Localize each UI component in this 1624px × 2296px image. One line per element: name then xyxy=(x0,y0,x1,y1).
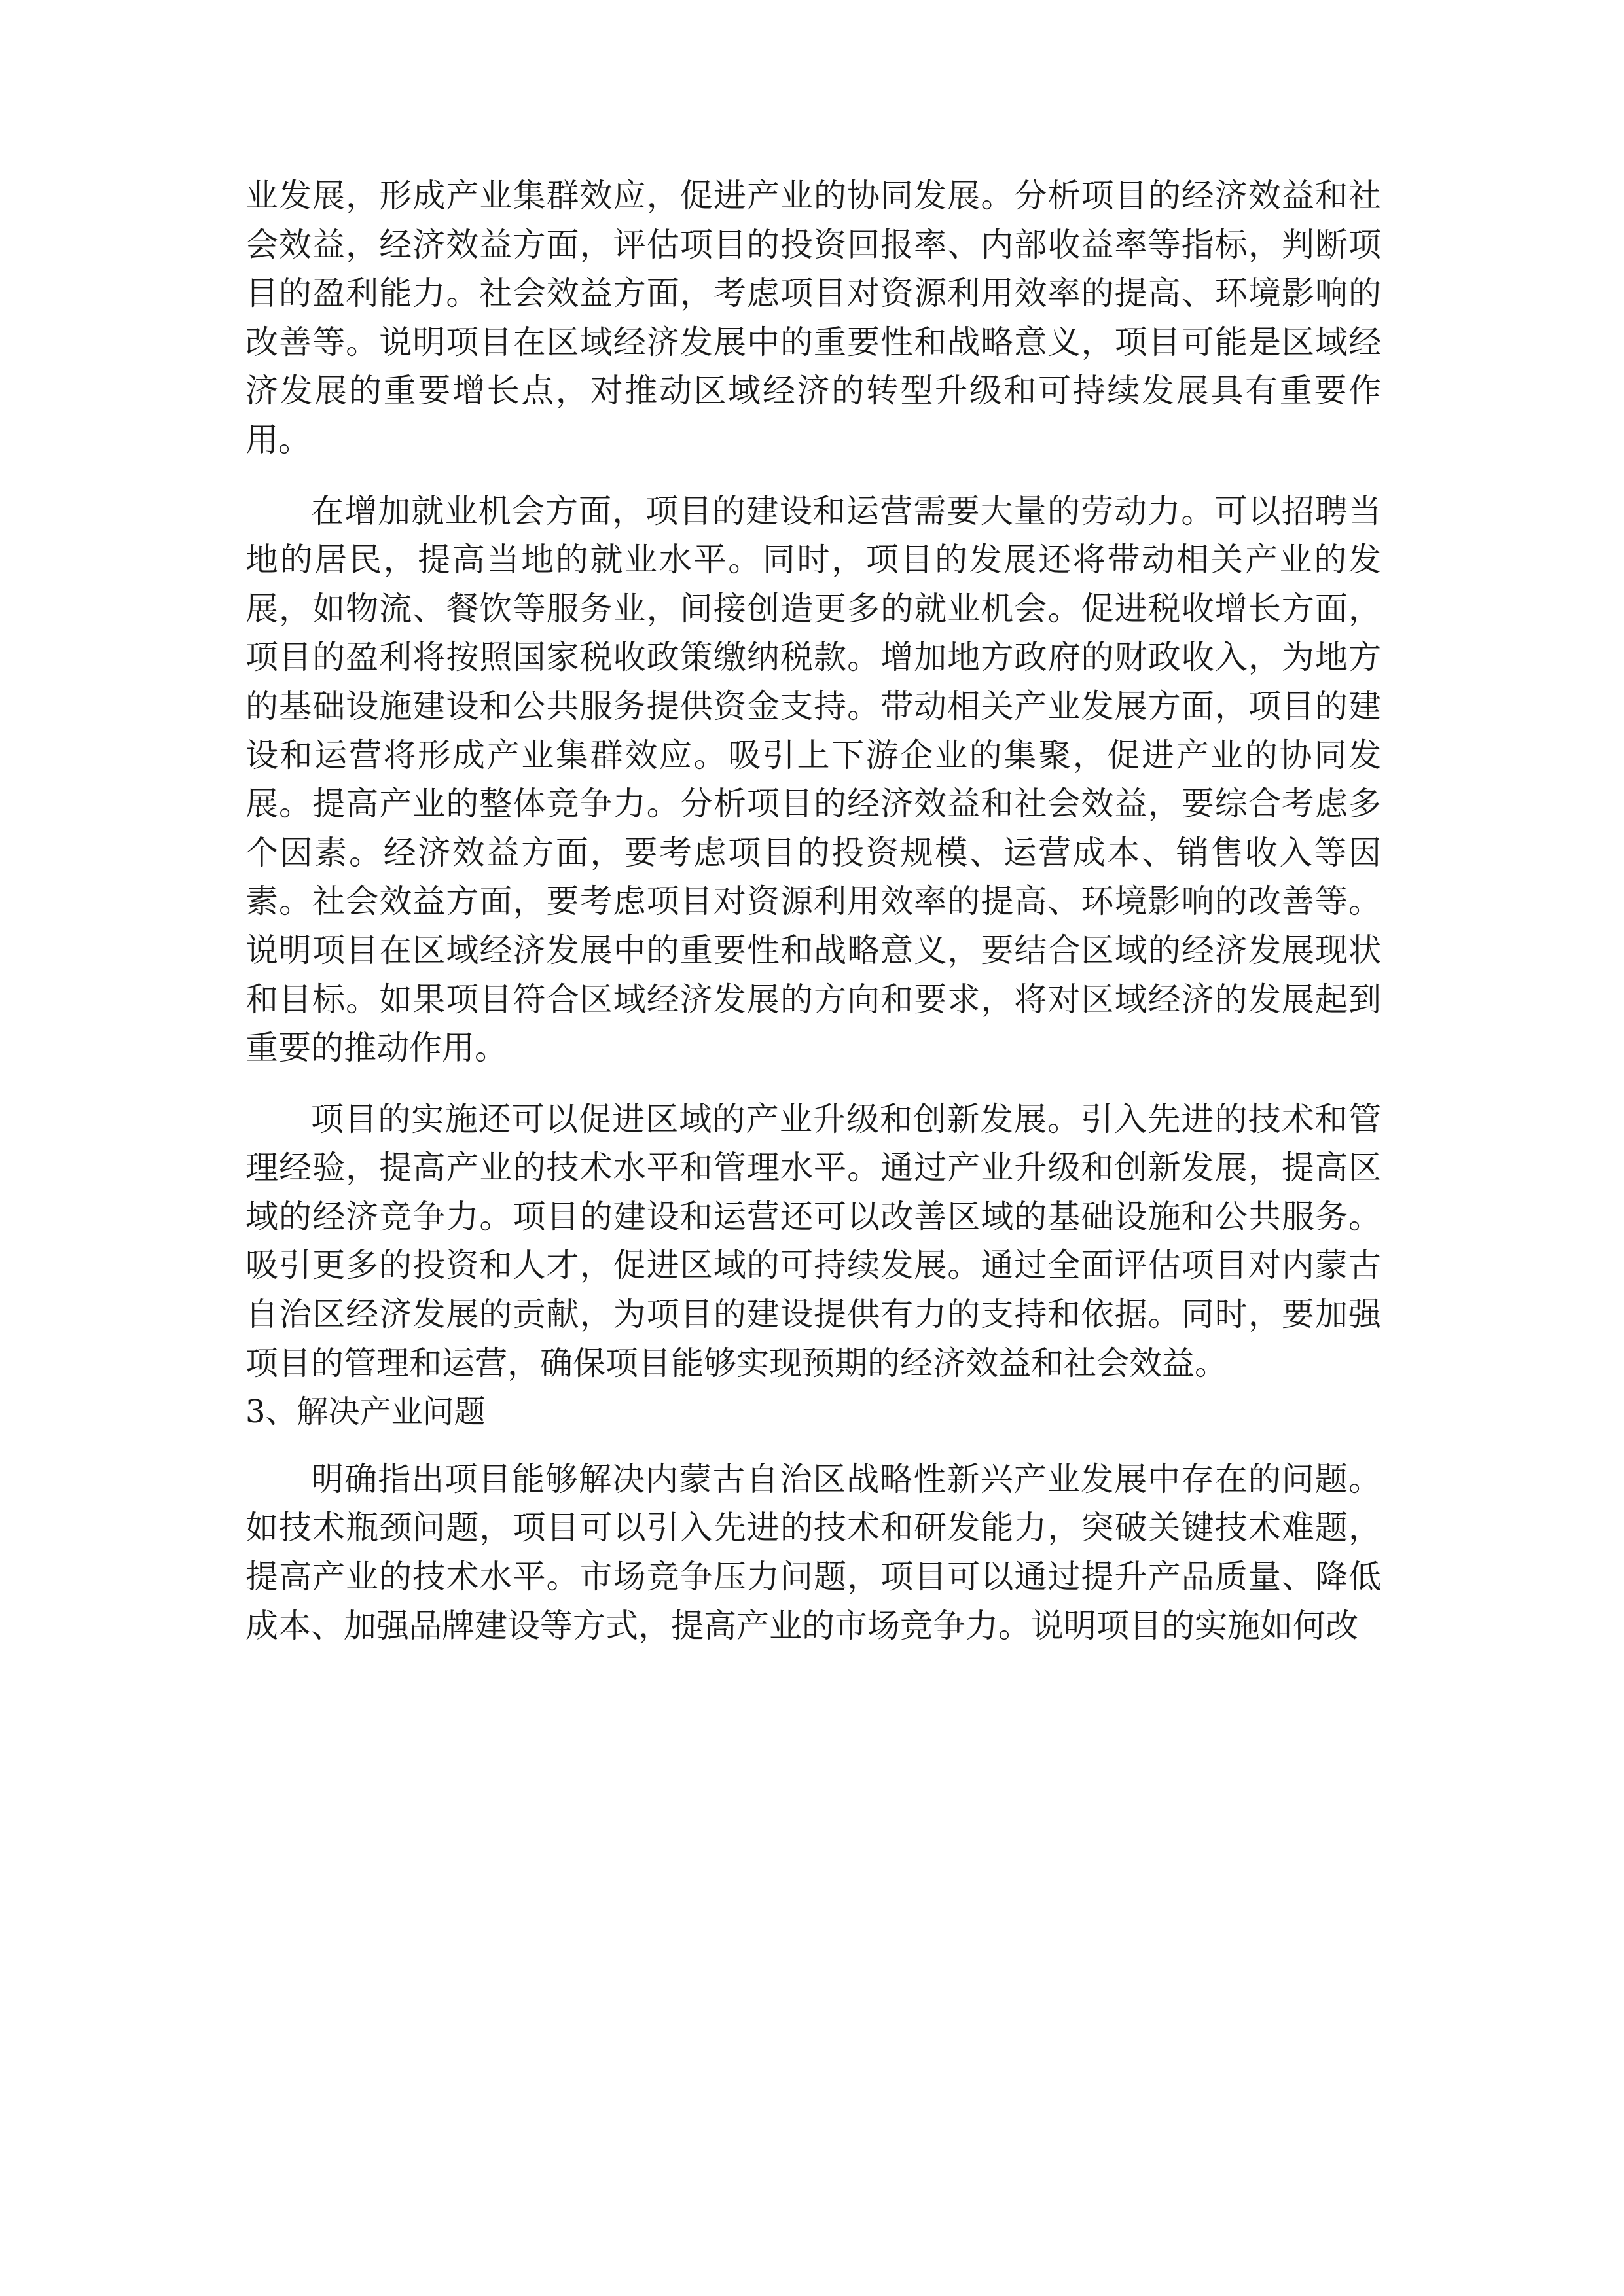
section-heading: 3、解决产业问题 xyxy=(245,1393,486,1431)
paragraph-employment: 在增加就业机会方面，项目的建设和运营需要大量的劳动力。可以招聘当地的居民，提高当地的就业水平。同时，项目的发展还将带动相关产业的发展，如物流、餐饮等服务业，间接创造更多的就业机会。促进税收增长方面，项目的盈利将按照国家税收政策缴纳税款。增加地方政府的财政收入，为地方的基础设施建设和公共服务提供资金支持。带动相关产业发展方面，项目的建设和运营将形成产业集群效应。吸引上下游企业的集聚，促进产业的协同发展。提高产业的整体竞争力。分析项目的经济效益和社会效益，要综合考虑多个因素。经济效益方面，要考虑项目的投资规模、运营成本、销售收入等因素。社会效益方面，要考虑项目对资源利用效率的提高、环境影响的改善等。说明项目在区域经济发展中的重要性和战略意义，要结合区域的经济发展现状和目标。如果项目符合区域经济发展的方向和要求，将对区域经济的发展起到重要的推动作用。 xyxy=(245,492,1381,1067)
paragraph-upgrade: 项目的实施还可以促进区域的产业升级和创新发展。引入先进的技术和管理经验，提高产业的技术水平和管理水平。通过产业升级和创新发展，提高区域的经济竞争力。项目的建设和运营还可以改善区域的基础设施和公共服务。吸引更多的投资和人才，促进区域的可持续发展。通过全面评估项目对内蒙古自治区经济发展的贡献，为项目的建设提供有力的支持和依据。同时，要加强项目的管理和运营，确保项目能够实现预期的经济效益和社会效益。 xyxy=(245,1100,1381,1382)
paragraph-industry-problems: 明确指出项目能够解决内蒙古自治区战略性新兴产业发展中存在的问题。如技术瓶颈问题，项目可以引入先进的技术和研发能力，突破关键技术难题，提高产业的技术水平。市场竞争压力问题，项目可以通过提升产品质量、降低成本、加强品牌建设等方式，提高产业的市场竞争力。说明项目的实施如何改 xyxy=(245,1460,1381,1645)
paragraph-continuation: 业发展，形成产业集群效应，促进产业的协同发展。分析项目的经济效益和社会效益，经济效益方面，评估项目的投资回报率、内部收益率等指标，判断项目的盈利能力。社会效益方面，考虑项目对资源利用效率的提高、环境影响的改善等。说明项目在区域经济发展中的重要性和战略意义，项目可能是区域经济发展的重要增长点，对推动区域经济的转型升级和可持续发展具有重要作用。 xyxy=(245,177,1381,459)
document-body xyxy=(245,171,1381,1650)
